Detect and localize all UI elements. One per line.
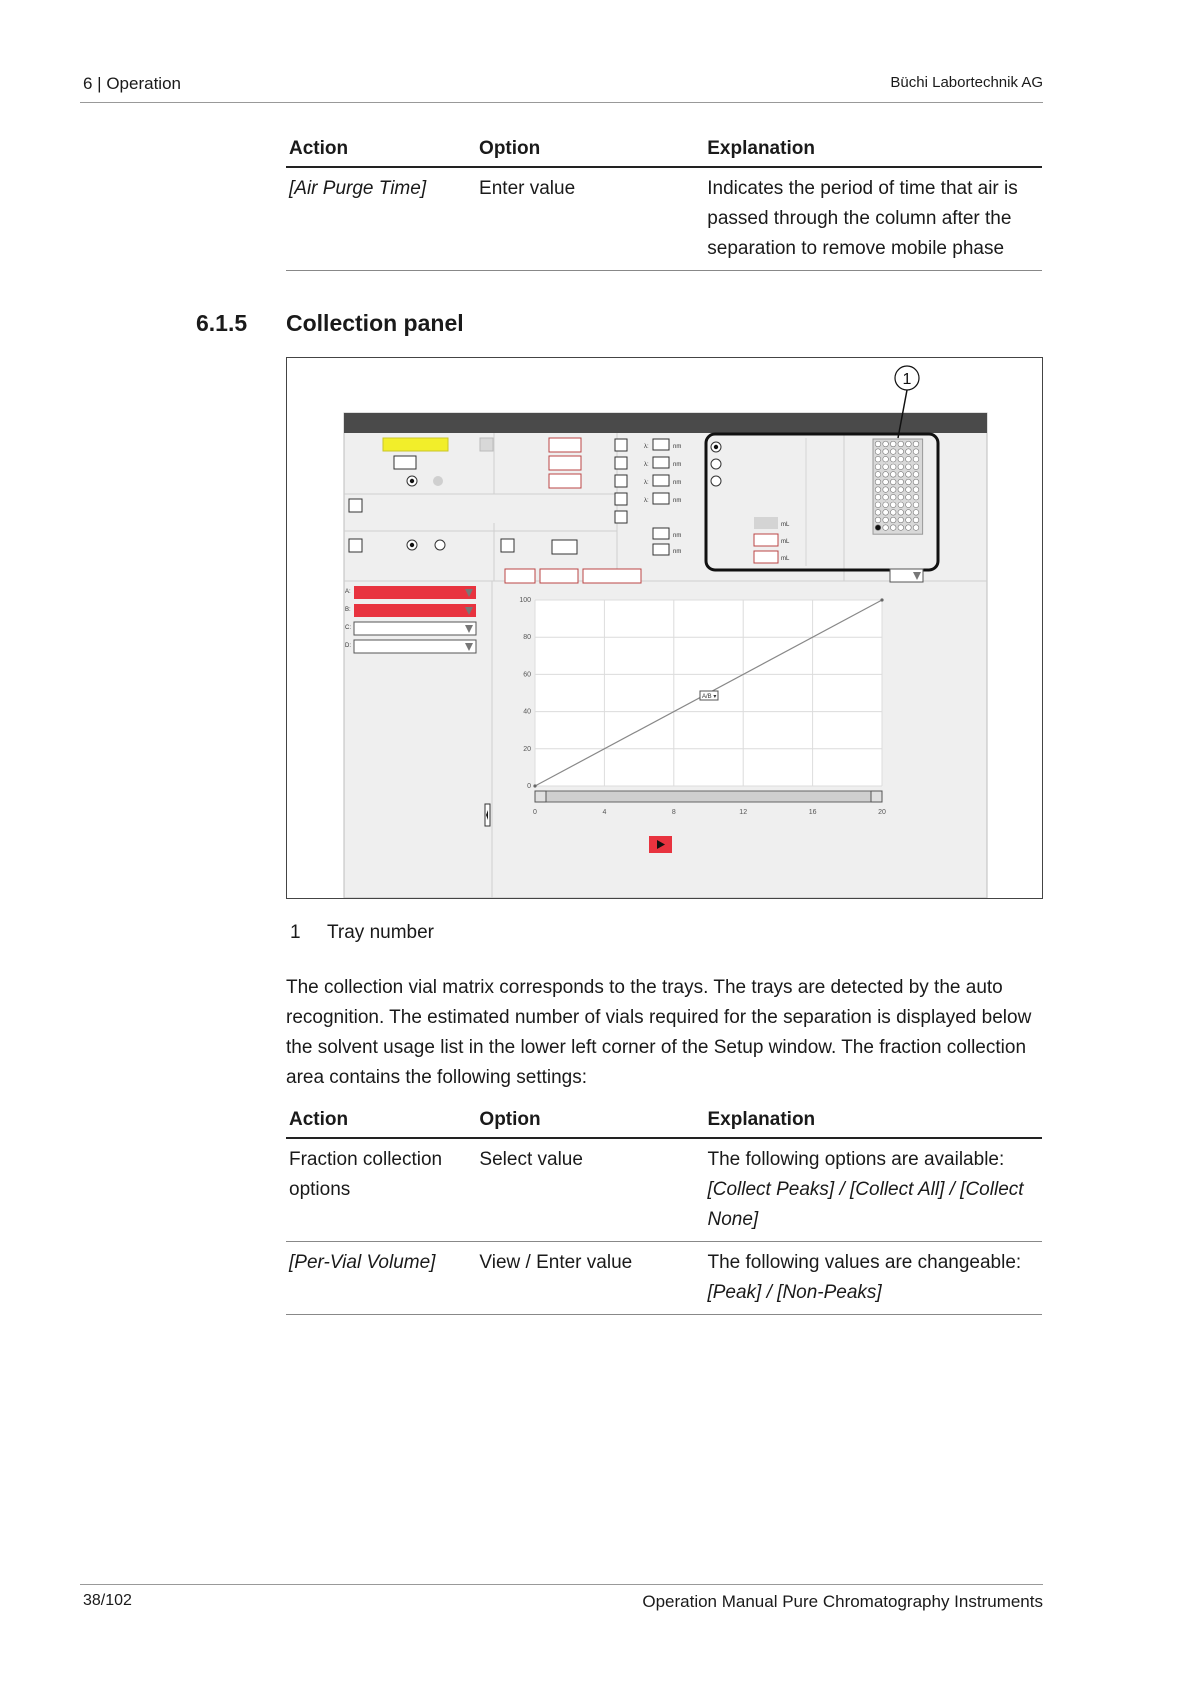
vial bbox=[906, 502, 912, 508]
field-2[interactable] bbox=[549, 456, 581, 470]
solvent-label-b: B: bbox=[345, 607, 351, 613]
col-action: Action bbox=[286, 134, 476, 167]
vial bbox=[906, 525, 912, 531]
vial bbox=[883, 479, 889, 485]
vial bbox=[906, 472, 912, 478]
vial bbox=[906, 487, 912, 493]
vial bbox=[898, 502, 904, 508]
method-name-field[interactable] bbox=[383, 438, 448, 451]
vial bbox=[875, 525, 881, 531]
vial bbox=[898, 441, 904, 447]
lambda-label: λ: bbox=[644, 498, 649, 504]
solvent-label-d: D: bbox=[345, 643, 351, 649]
slider-handle-left[interactable] bbox=[535, 791, 546, 802]
vial bbox=[890, 464, 896, 470]
vial bbox=[906, 449, 912, 455]
scan-field[interactable] bbox=[653, 544, 669, 555]
vial bbox=[883, 510, 889, 516]
slider-handle-right[interactable] bbox=[871, 791, 882, 802]
vial-tray-matrix[interactable] bbox=[873, 439, 923, 534]
explanation-options: [Peak] / [Non-Peaks] bbox=[707, 1282, 882, 1303]
vial bbox=[913, 494, 919, 500]
table-row bbox=[286, 1138, 1042, 1242]
solvent-c-select[interactable] bbox=[354, 622, 476, 635]
col-option: Option bbox=[476, 134, 704, 167]
ml-label: mL bbox=[781, 539, 790, 545]
cell-option: View / Enter value bbox=[476, 1242, 704, 1315]
vial bbox=[906, 517, 912, 523]
ml-label: mL bbox=[781, 556, 790, 562]
cell-action: [Air Purge Time] bbox=[286, 167, 476, 271]
vial bbox=[890, 525, 896, 531]
nm-label: nm bbox=[673, 462, 682, 468]
vial bbox=[913, 510, 919, 516]
vial bbox=[875, 441, 881, 447]
y-tick-label: 100 bbox=[519, 597, 531, 604]
series-point bbox=[533, 784, 536, 787]
table-air-purge bbox=[286, 134, 1042, 271]
lambda-label: λ: bbox=[644, 444, 649, 450]
explanation-text: The following values are changeable: bbox=[707, 1252, 1022, 1273]
app-title-bar bbox=[344, 413, 987, 433]
solvent-b-select[interactable] bbox=[354, 604, 476, 617]
y-tick-label: 40 bbox=[523, 708, 531, 716]
y-tick-label: 0 bbox=[527, 783, 531, 790]
info-icon[interactable] bbox=[480, 438, 493, 451]
vial bbox=[898, 456, 904, 462]
vial bbox=[883, 449, 889, 455]
radio-off[interactable] bbox=[435, 540, 445, 550]
non-peak-volume-field[interactable] bbox=[754, 551, 778, 563]
vial bbox=[875, 464, 881, 470]
vial bbox=[913, 479, 919, 485]
vial bbox=[875, 472, 881, 478]
vial bbox=[883, 456, 889, 462]
vial bbox=[875, 510, 881, 516]
vial bbox=[883, 441, 889, 447]
gradient-field-2[interactable] bbox=[540, 569, 578, 583]
vial bbox=[875, 502, 881, 508]
vial bbox=[898, 510, 904, 516]
vial bbox=[913, 464, 919, 470]
cell-action: Fraction collection options bbox=[286, 1138, 476, 1242]
vial bbox=[890, 494, 896, 500]
col-option: Option bbox=[476, 1105, 704, 1138]
x-tick-label: 4 bbox=[602, 809, 607, 816]
vial bbox=[913, 456, 919, 462]
body-paragraph: The collection vial matrix corresponds to the trays. The trays are detected by the auto recognition. The estimated number of vials required for the separation is displayed below the solvent usage list in the lower left corner of the Setup window. The fraction collection area contains the following settings: bbox=[286, 977, 1032, 1088]
vial bbox=[890, 510, 896, 516]
cell-option: Enter value bbox=[476, 167, 704, 271]
lambda-label: λ: bbox=[644, 462, 649, 468]
checkbox-option[interactable] bbox=[349, 499, 362, 512]
nm-label: nm bbox=[673, 533, 682, 539]
vial bbox=[898, 464, 904, 470]
column-field[interactable] bbox=[394, 456, 416, 469]
col-explanation: Explanation bbox=[704, 1105, 1042, 1138]
vial bbox=[898, 487, 904, 493]
section-title: Collection panel bbox=[286, 310, 464, 336]
y-tick-label: 60 bbox=[523, 671, 531, 679]
cell-explanation bbox=[704, 1242, 1042, 1315]
vial bbox=[890, 517, 896, 523]
scan-field[interactable] bbox=[653, 528, 669, 539]
vial bbox=[890, 472, 896, 478]
vial bbox=[913, 449, 919, 455]
vial bbox=[883, 517, 889, 523]
ml-label: mL bbox=[781, 522, 790, 528]
vial bbox=[890, 441, 896, 447]
vial bbox=[898, 449, 904, 455]
y-tick-label: 20 bbox=[523, 745, 531, 753]
gradient-field-3[interactable] bbox=[583, 569, 641, 583]
table-collection-settings bbox=[286, 1105, 1042, 1315]
collection-options[interactable] bbox=[711, 442, 721, 486]
vial bbox=[906, 456, 912, 462]
vial bbox=[883, 464, 889, 470]
y-tick-label: 80 bbox=[523, 634, 531, 642]
peak-volume-field[interactable] bbox=[754, 534, 778, 546]
explanation-text: The following options are available: bbox=[707, 1149, 1005, 1170]
field-3[interactable] bbox=[549, 474, 581, 488]
vial bbox=[875, 479, 881, 485]
vial bbox=[883, 502, 889, 508]
vial bbox=[906, 494, 912, 500]
header-section: 6 | Operation bbox=[83, 74, 181, 93]
solvent-a-select[interactable] bbox=[354, 586, 476, 599]
header-company: Büchi Labortechnik AG bbox=[890, 74, 1043, 91]
vial bbox=[906, 464, 912, 470]
footer-rule bbox=[80, 1584, 1043, 1585]
vial bbox=[898, 517, 904, 523]
vial bbox=[875, 517, 881, 523]
vial bbox=[898, 525, 904, 531]
field-1[interactable] bbox=[549, 438, 581, 452]
vial bbox=[898, 472, 904, 478]
wavelength-field[interactable] bbox=[653, 457, 669, 468]
cell-explanation bbox=[704, 1138, 1042, 1242]
solvent-label-c: C: bbox=[345, 625, 351, 631]
vial bbox=[906, 510, 912, 516]
vial bbox=[875, 456, 881, 462]
footer-title: Operation Manual Pure Chromatography Instruments bbox=[642, 1592, 1043, 1611]
header-rule bbox=[80, 102, 1043, 103]
radio-disabled bbox=[433, 476, 443, 486]
x-tick-label: 12 bbox=[739, 809, 748, 816]
legend-number: 1 bbox=[290, 922, 301, 943]
wavelength-field[interactable] bbox=[653, 493, 669, 504]
vial bbox=[890, 479, 896, 485]
x-tick-label: 0 bbox=[533, 809, 537, 816]
vial bbox=[883, 525, 889, 531]
table-row bbox=[286, 167, 1042, 271]
vial bbox=[883, 487, 889, 493]
vial bbox=[883, 494, 889, 500]
section-number: 6.1.5 bbox=[196, 310, 248, 336]
nm-label: nm bbox=[673, 498, 682, 504]
lambda-label: λ: bbox=[644, 480, 649, 486]
nm-label: nm bbox=[673, 444, 682, 450]
vial bbox=[913, 517, 919, 523]
vial bbox=[913, 441, 919, 447]
cell-explanation: Indicates the period of time that air is passed through the column after the separation to remove mobile phase bbox=[704, 167, 1042, 271]
explanation-options: [Collect Peaks] / [Collect All] / [Collect None] bbox=[707, 1179, 1024, 1230]
vial bbox=[913, 525, 919, 531]
callout-number: 1 bbox=[902, 371, 912, 388]
vial bbox=[906, 479, 912, 485]
col-explanation: Explanation bbox=[704, 134, 1042, 167]
checkbox-air-purge[interactable] bbox=[501, 539, 514, 552]
solvent-label-a: A: bbox=[345, 589, 351, 595]
gradient-field-1[interactable] bbox=[505, 569, 535, 583]
vial bbox=[906, 441, 912, 447]
vial bbox=[898, 494, 904, 500]
nm-label: nm bbox=[673, 480, 682, 486]
vial bbox=[913, 487, 919, 493]
vial bbox=[890, 449, 896, 455]
col-action: Action bbox=[286, 1105, 476, 1138]
vial bbox=[913, 472, 919, 478]
page-number: 38/102 bbox=[83, 1592, 132, 1609]
nm-label: nm bbox=[673, 549, 682, 555]
estimated-volume-field bbox=[754, 517, 778, 529]
x-tick-label: 16 bbox=[808, 809, 817, 816]
vial bbox=[890, 502, 896, 508]
vial bbox=[875, 494, 881, 500]
cell-option: Select value bbox=[476, 1138, 704, 1242]
x-tick-label: 20 bbox=[878, 809, 886, 816]
x-tick-label: 8 bbox=[671, 809, 676, 816]
legend-text: Tray number bbox=[327, 922, 434, 943]
wavelength-field[interactable] bbox=[653, 475, 669, 486]
vial bbox=[890, 487, 896, 493]
cell-action: [Per-Vial Volume] bbox=[286, 1242, 476, 1315]
air-purge-field[interactable] bbox=[552, 540, 577, 554]
vial bbox=[883, 472, 889, 478]
collection-panel-figure bbox=[286, 357, 1043, 899]
time-range-slider[interactable] bbox=[535, 791, 882, 802]
wavelength-field[interactable] bbox=[653, 439, 669, 450]
checkbox-equilibration[interactable] bbox=[349, 539, 362, 552]
peak-marker-label: A/B ▾ bbox=[702, 694, 717, 700]
table-row bbox=[286, 1242, 1042, 1315]
vial bbox=[890, 456, 896, 462]
solvent-d-select[interactable] bbox=[354, 640, 476, 653]
collection-panel-screenshot bbox=[287, 358, 1042, 898]
series-point bbox=[880, 598, 883, 601]
vial bbox=[898, 479, 904, 485]
vial bbox=[875, 449, 881, 455]
vial bbox=[875, 487, 881, 493]
vial bbox=[913, 502, 919, 508]
